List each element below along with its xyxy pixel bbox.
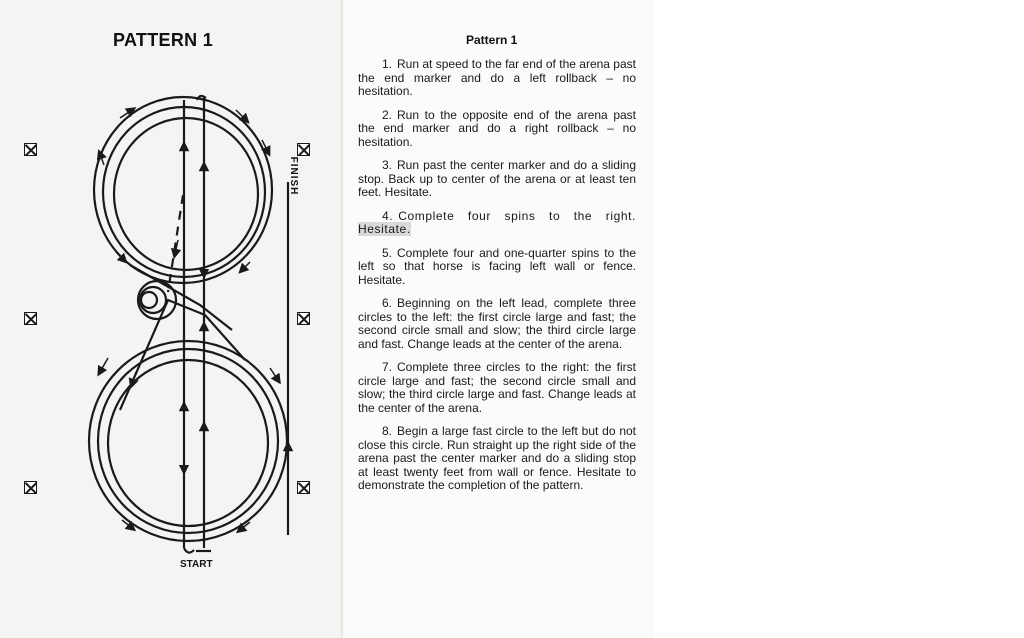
step-text: Run at speed to the far end of the arena past the end marker and do a left rollback – no hesitation. [358,57,636,98]
highlighted-text: Hesitate. [358,222,411,236]
step-text: Beginning on the left lead, complete three circles to the left: the first circle large and fast; the second circle small and slow; the third circle large and fast. Change leads at the center of the arena. [358,296,636,351]
spin-circle-1 [141,292,157,308]
step-text: Run to the opposite end of the arena past the end marker and do a right rollback – no hesitation. [358,107,636,149]
step-number: 4. [382,208,394,223]
step-6 [358,297,636,351]
arrow-11 [270,368,278,380]
lower-circle-middle [98,349,278,533]
marker-top-left [24,143,37,156]
step-text: Complete four spins to the right. [398,208,636,223]
bottom-cap [184,548,194,553]
start-label: START [180,559,213,570]
step-8 [358,425,636,493]
arrow-9 [242,262,250,270]
marker-center-right [297,312,310,325]
lower-circle-outer [89,341,287,541]
step-number: 3. [382,158,393,172]
step-text: Complete four and one-quarter spins to the left so that horse is facing left wall or fence. Hesitate. [358,245,636,287]
step-4 [358,210,636,237]
marker-bottom-left [24,481,37,494]
pattern-heading: PATTERN 1 [113,30,214,50]
upper-circle-inner [114,118,258,270]
marker-bottom-right [297,481,310,494]
step-2 [358,109,636,150]
cross-line-b [130,265,232,330]
arrow-8 [116,252,124,260]
step-number: 5. [382,245,393,260]
step-text: Complete three circles to the right: the first circle large and fast; the second circle small and slow; the third circle large and fast. Change leads at the center of the arena. [358,360,636,415]
step-7 [358,361,636,415]
pattern-title: Pattern 1 [466,33,518,47]
finish-label: FINISH [288,156,299,196]
step-number: 8. [382,424,393,438]
step-text: Run past the center marker and do a sliding stop. Back up to center of the arena or at least ten feet. Hesitate. [358,158,636,199]
step-1 [358,58,636,99]
marker-center-left [24,312,37,325]
arrow-10 [100,358,108,372]
step-number: 2. [382,107,393,122]
step-number: 7. [382,360,393,374]
step-5 [358,247,636,288]
step-3 [358,159,636,200]
step-number: 1. [382,57,393,71]
instruction-list [358,58,636,503]
step-text: Begin a large fast circle to the left but do not close this circle. Run straight up the right side of the arena past the center marker and do a sliding stop at least twenty feet from wall or fence. Hesitate to demonstrate the completion of the pattern. [358,424,636,492]
step-number: 6. [382,296,393,310]
arrow-3 [100,154,104,165]
spin-circle-2 [140,287,166,313]
marker-top-right [297,143,310,156]
pattern-diagram [0,0,342,638]
